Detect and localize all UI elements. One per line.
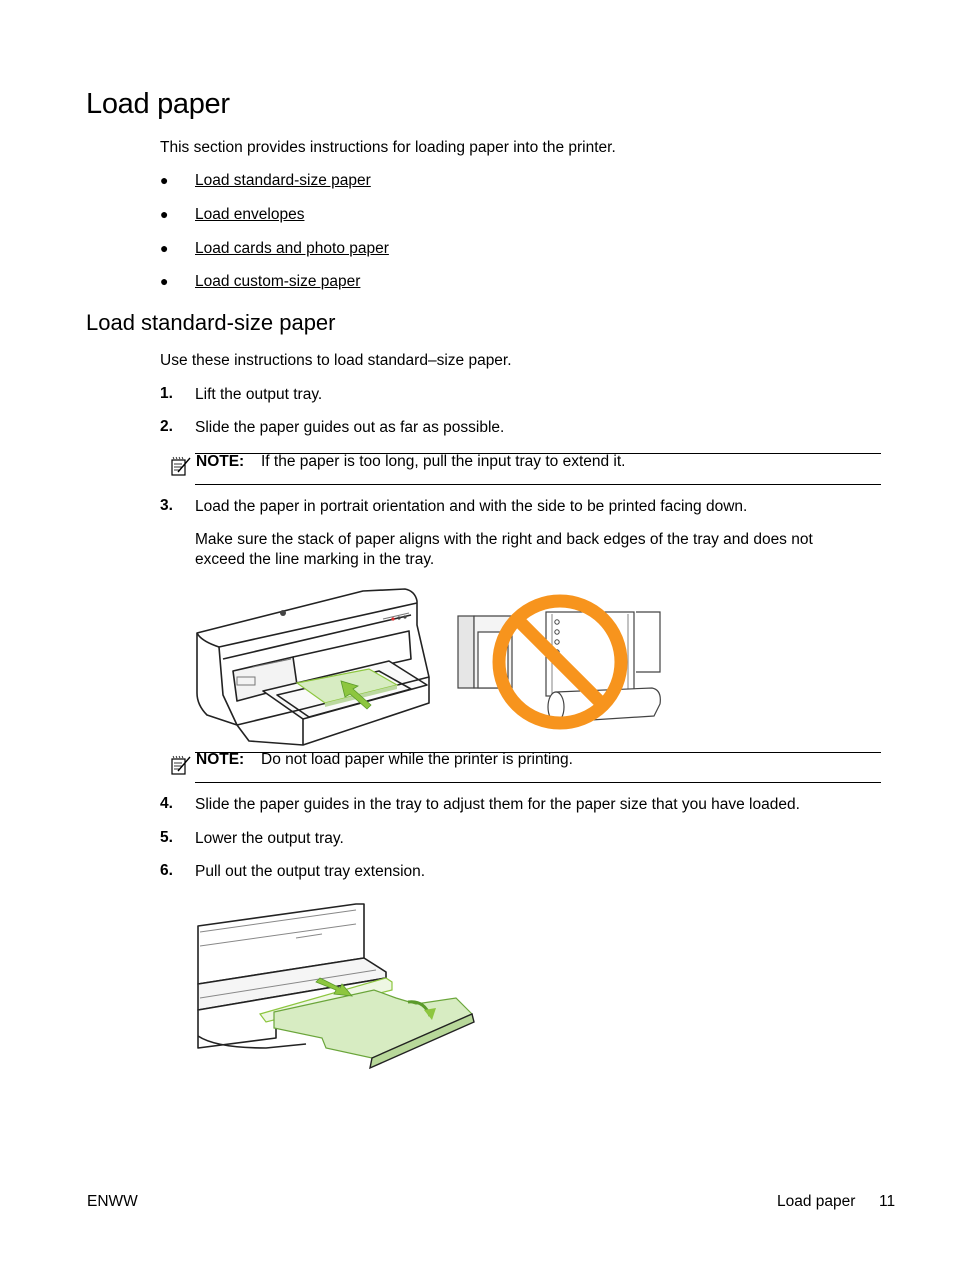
footer-section: Load paper bbox=[777, 1193, 856, 1210]
step-text: Lift the output tray. bbox=[195, 386, 323, 403]
bullet-icon: ● bbox=[160, 172, 169, 188]
step-text: Slide the paper guides out as far as possible. bbox=[195, 419, 505, 436]
note-text: If the paper is too long, pull the input tray to extend it. bbox=[261, 453, 626, 470]
bullet-icon: ● bbox=[160, 273, 169, 289]
step-number: 6. bbox=[160, 862, 173, 879]
prohibited-paper-illustration bbox=[456, 592, 664, 734]
step-detail: Make sure the stack of paper aligns with the right and back edges of the tray and does not exceed the line marking in the tray. bbox=[195, 531, 813, 568]
step-text: Pull out the output tray extension. bbox=[195, 863, 426, 880]
note-bottom-rule bbox=[195, 782, 881, 783]
step-number: 5. bbox=[160, 829, 173, 846]
step-text: Slide the paper guides in the tray to adjust them for the paper size that you have loaded. bbox=[195, 796, 800, 813]
intro-text: This section provides instructions for loading paper into the printer. bbox=[160, 139, 616, 156]
step-text: Lower the output tray. bbox=[195, 830, 344, 847]
step-number: 2. bbox=[160, 418, 173, 435]
note-label: NOTE: bbox=[196, 751, 245, 768]
note-icon bbox=[170, 754, 192, 776]
bullet-icon: ● bbox=[160, 240, 169, 256]
step-number: 4. bbox=[160, 795, 173, 812]
link-load-custom-size-paper[interactable]: Load custom-size paper bbox=[195, 273, 361, 290]
section-intro: Use these instructions to load standard–size paper. bbox=[160, 352, 512, 369]
bullet-icon: ● bbox=[160, 206, 169, 222]
page-number: 11 bbox=[879, 1193, 896, 1210]
note-icon bbox=[170, 455, 192, 477]
note-bottom-rule bbox=[195, 484, 881, 485]
link-load-envelopes[interactable]: Load envelopes bbox=[195, 206, 305, 223]
link-load-cards-and-photo-paper[interactable]: Load cards and photo paper bbox=[195, 240, 389, 257]
note-label: NOTE: bbox=[196, 453, 245, 470]
link-load-standard-size-paper[interactable]: Load standard-size paper bbox=[195, 172, 371, 189]
step-number: 3. bbox=[160, 497, 173, 514]
footer-left: ENWW bbox=[87, 1193, 138, 1210]
printer-paper-loading-illustration bbox=[193, 585, 438, 750]
output-tray-extension-illustration bbox=[196, 898, 478, 1074]
section-title: Load standard-size paper bbox=[86, 310, 336, 335]
page-title: Load paper bbox=[86, 88, 230, 120]
step-number: 1. bbox=[160, 385, 173, 402]
step-text: Load the paper in portrait orientation and with the side to be printed facing down. bbox=[195, 498, 748, 515]
note-text: Do not load paper while the printer is printing. bbox=[261, 751, 573, 768]
